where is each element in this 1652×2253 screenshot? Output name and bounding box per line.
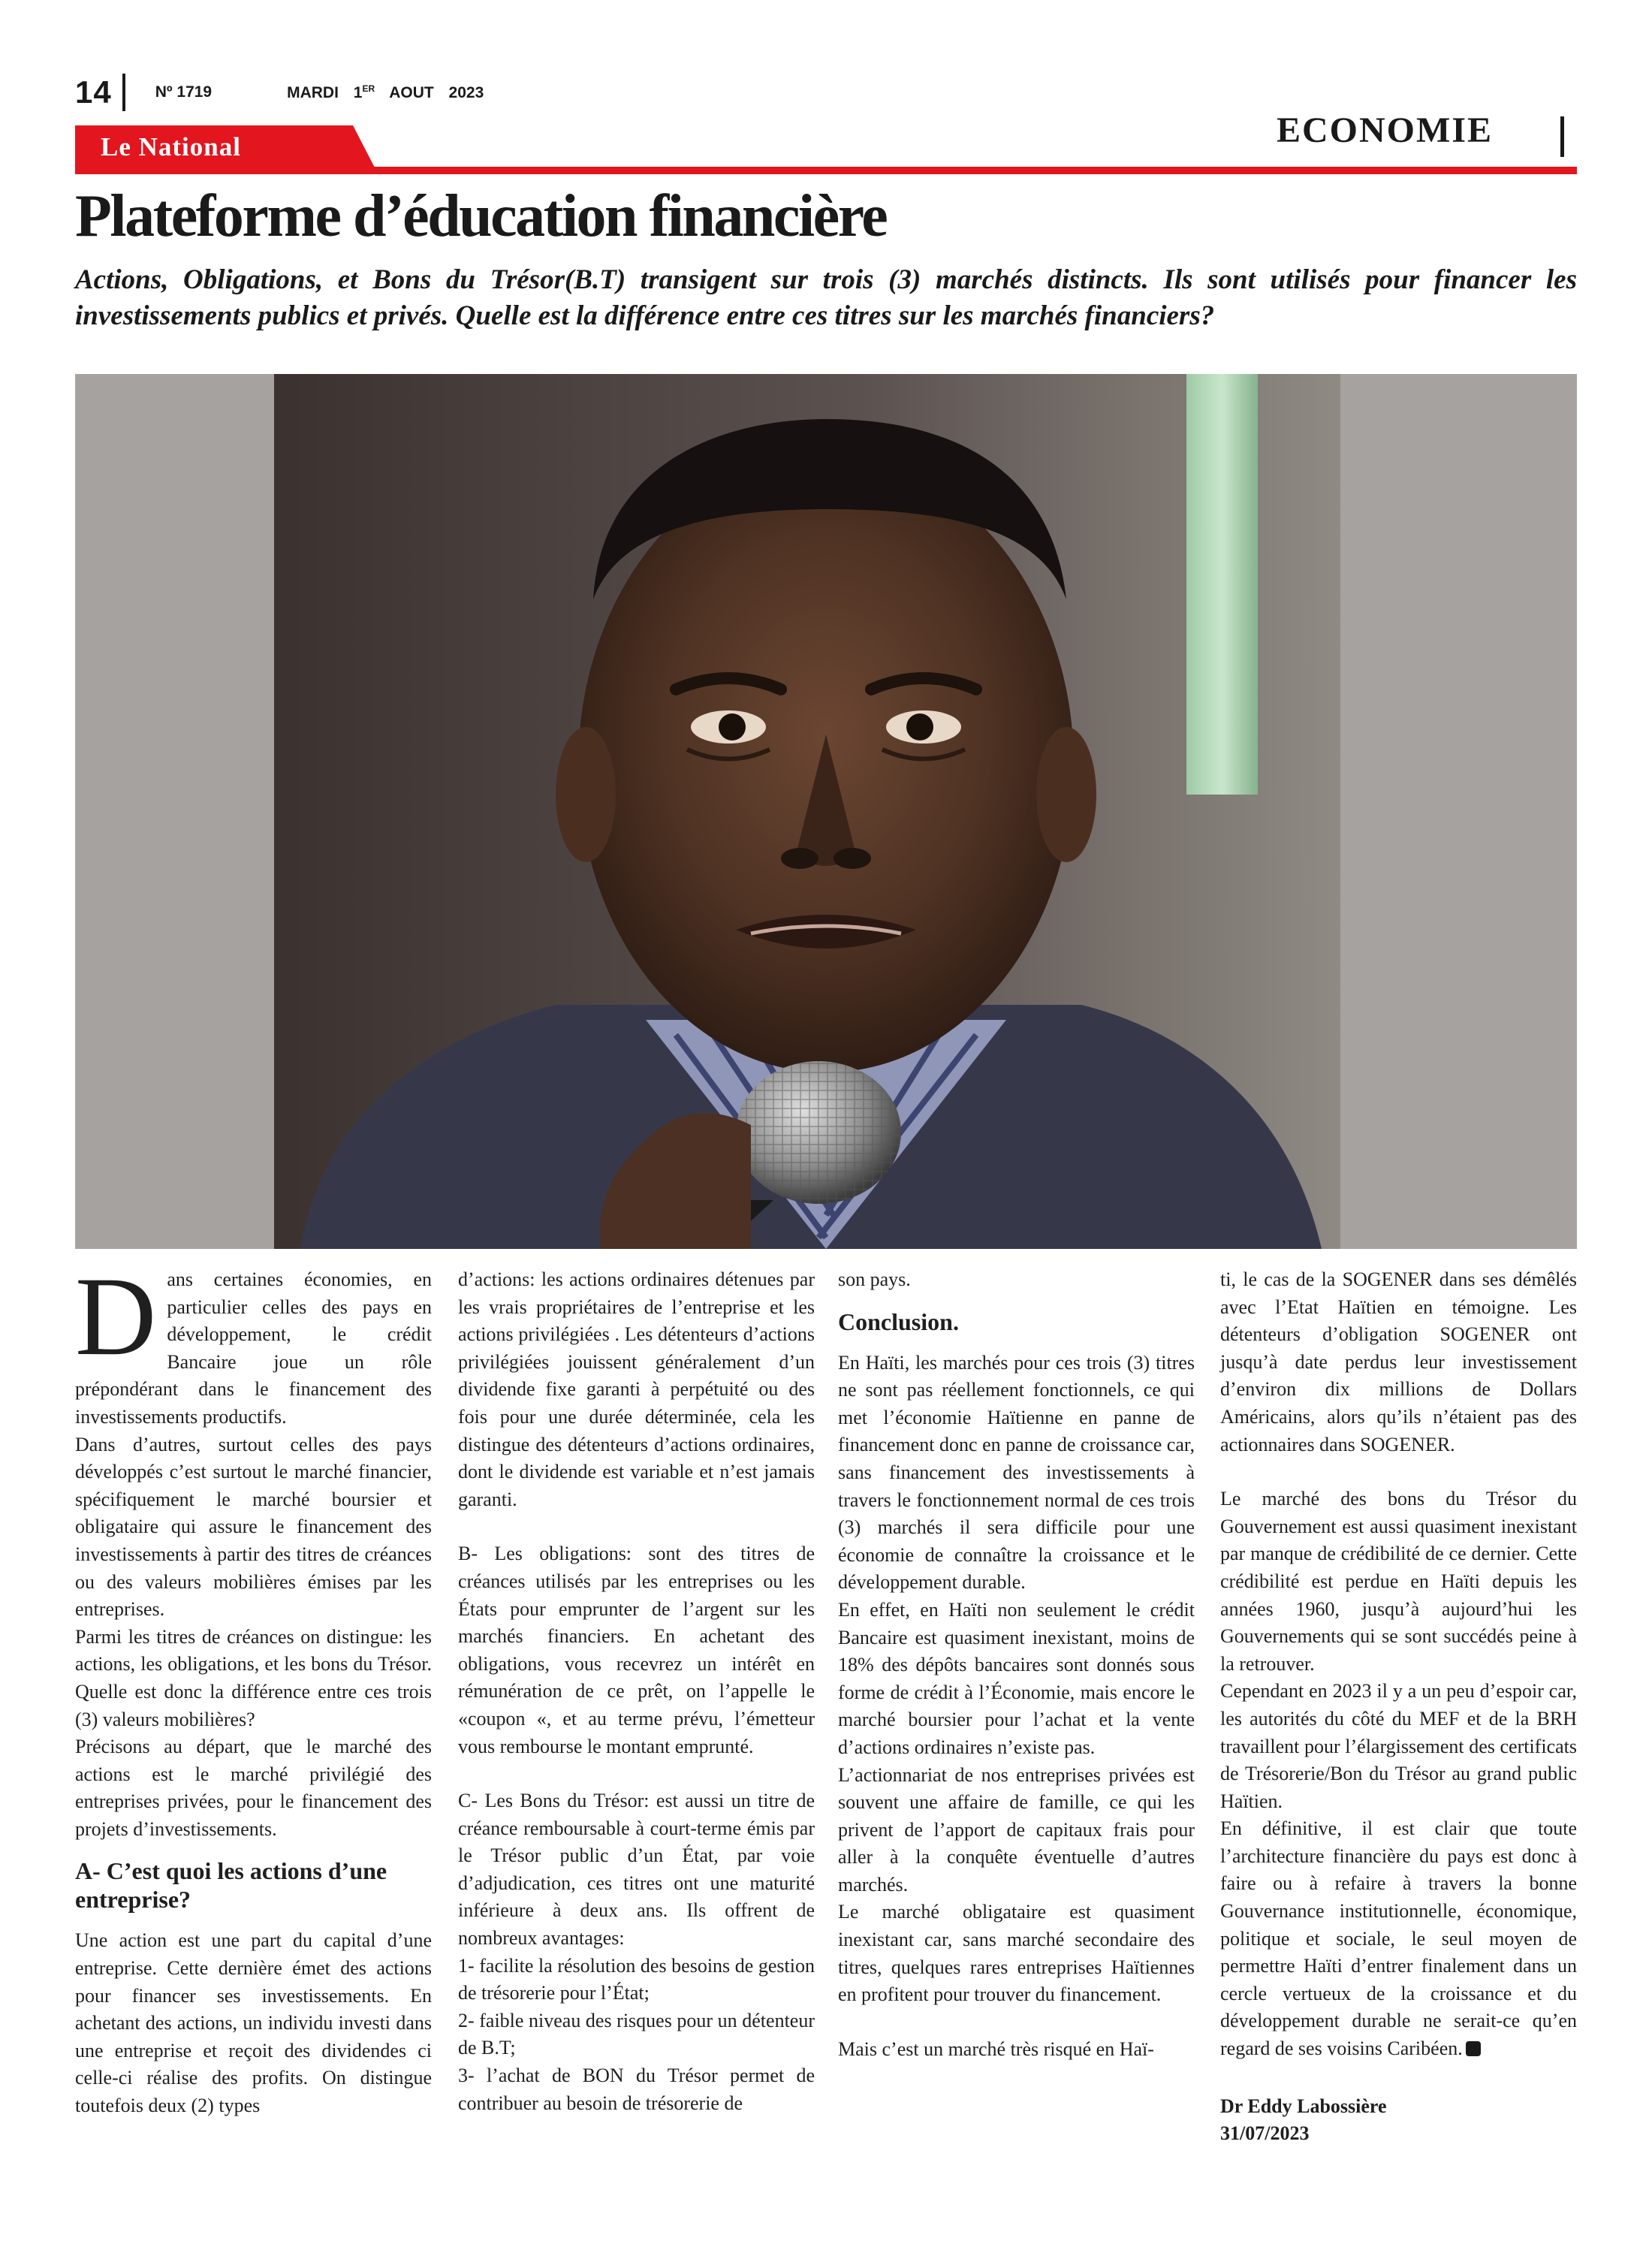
drop-cap: D (75, 1254, 157, 1379)
section-divider (1560, 116, 1564, 157)
body-paragraph: ti, le cas de la SOGENER dans ses démêlés avec l’Etat Haïtien en témoigne. Les détenteurs d’obligation SOGENER ont jusqu’à date perdus leur investissement d’environ dix millions de Dollars Américains, alors qu’ils n’étaient pas des actionnaires dans SOGENER. (1220, 1268, 1577, 1455)
body-paragraph: L’actionnariat de nos entreprises privées est souvent une affaire de famille, ce qui les privent de l’apport de capitaux frais pour aller à la conquête éventuelle d’autres marchés. (838, 1763, 1195, 1896)
portrait-illustration (75, 374, 1577, 1249)
subheading-conclusion: Conclusion. (838, 1307, 959, 1335)
date-month-year: AOUT 2023 (389, 83, 484, 101)
body-paragraph: d’actions: les actions ordinaires détenues par les vrais propriétaires de l’entreprise et les actions privilégiées . Les détenteurs d’actions privilégiées jouissent généralement d’un dividende fixe garanti à perpétuité ou des fois pour une durée déterminée, cela les distingue des détenteurs d’actions ordinaires, dont le dividende est variable et n’est jamais garanti. (458, 1268, 815, 1510)
issue-date (287, 83, 484, 102)
article-deck: Actions, Obligations, et Bons du Trésor(B.T) transigent sur trois (3) marchés distincts. Ils sont utilisés pour financer les investissements publics et privés. Quelle est la différence entre ces titres sur les marchés financiers? (75, 264, 1577, 331)
closing-paragraph (1220, 1815, 1577, 2062)
list-item: 2- faible niveau des risques pour un détenteur de B.T; (458, 2009, 815, 2059)
closing-text: En définitive, il est clair que toute l’architecture financière du pays est donc à faire ou à refaire à travers la bonne Gouvernance institutionnelle, économique, politique et sociale, le seul moyen de permettre Haïti d’entrer finalement dans un cercle vertueux de la croissance et du développement durable ne serait-ce qu’en regard de ses voisins Caribéen. (1220, 1817, 1577, 2060)
body-paragraph: Précisons au départ, que le marché des actions est le marché privilégié des entreprises privées, pour le financement des projets d’investissements. (75, 1736, 432, 1840)
date-num: 1ER (353, 83, 375, 101)
body-paragraph: Une action est une part du capital d’une entreprise. Cette dernière émet des actions pour financer ses investissements. En achetant des actions, un individu investi dans une entreprise et reçoit des dividendes ci celle-ci réalise des profits. On distingue toutefois deux (2) types (75, 1929, 432, 2117)
body-paragraph: Mais c’est un marché très risqué en Haï- (838, 2037, 1154, 2060)
page-number: 14 (75, 74, 112, 110)
body-paragraph: B- Les obligations: sont des titres de créances utilisés par les entreprises ou les États pour emprunter de l’argent sur les marchés financiers. En achetant des obligations, vous recevrez un intérêt en rémunération de ce prêt, on l’appelle le «coupon «, et au terme prévu, l’émetteur vous rembourse le montant emprunté. (458, 1543, 815, 1757)
body-paragraph: C- Les Bons du Trésor: est aussi un titre de créance remboursable à court-terme émis par le Trésor public d’un État, par voie d’adjudication, ces titres ont une maturité inférieure à deux ans. Ils offrent de nombreux avantages: (458, 1790, 815, 1950)
article-title: Plateforme d’éducation financière (75, 183, 887, 249)
brand-name: Le National (101, 132, 241, 161)
signature-date: 31/07/2023 (1220, 2122, 1310, 2144)
body-paragraph: Cependant en 2023 il y a un peu d’espoir car, les autorités du côté du MEF et de la BRH travaillent pour l’élargissement des certificats de Trésorerie/Bon du Trésor au grand public Haïtien. (1220, 1680, 1577, 1812)
body-paragraph: son pays. (838, 1268, 911, 1290)
body-paragraph: Le marché des bons du Trésor du Gouvernement est aussi quasiment inexistant par manque de crédibilité de ce dernier. Cette crédibilité est perdue en Haïti depuis les années 1960, jusqu’à aujourd’hui les Gouvernements qui se sont succédés peine à la retrouver. (1220, 1488, 1577, 1675)
article-column-4 (1220, 1266, 1577, 2147)
intro-paragraph (75, 1254, 432, 1431)
page-header (75, 71, 484, 113)
body-paragraph: Parmi les titres de créances on distingue: les actions, les obligations, et les bons du Trésor. Quelle est donc la différence entre ces trois (3) valeurs mobilières? (75, 1625, 432, 1730)
article-column-2 (458, 1266, 815, 2117)
date-day: MARDI (287, 83, 339, 101)
issue-number: Nº 1719 (155, 83, 213, 101)
article-column-3 (838, 1266, 1195, 2063)
body-paragraph: Dans d’autres, surtout celles des pays développés c’est surtout le marché financier, spécifiquement le marché boursier et obligataire qui assure le financement des investissements à partir des titres de créances ou des valeurs mobilières émises par les entreprises. (75, 1433, 432, 1621)
body-paragraph: En effet, en Haïti non seulement le crédit Bancaire est quasiment inexistant, moins de 18% des dépôts bancaires sont donnés sous forme de crédit à l’Économie, mais encore le marché boursier pour l’achat et la vente d’actions ordinaires n’existe pas. (838, 1598, 1195, 1758)
author-name: Dr Eddy Labossière (1220, 2095, 1387, 2117)
body-paragraph: Le marché obligataire est quasiment inexistant car, sans marché secondaire des titres, quelques rares entreprises Haïtiennes en profitent pour trouver du financement. (838, 1901, 1195, 2006)
body-paragraph: En Haïti, les marchés pour ces trois (3) titres ne sont pas réellement fonctionnels, ce qui met l’économie Haïtienne en panne de financement donc en panne de croissance car, sans financement des investissements à travers le fonctionnement normal de ces trois (3) marchés il sera difficile pour une économie de connaître la croissance et le développement durable. (838, 1351, 1195, 1594)
portrait-photo (75, 374, 1577, 1249)
list-item: 3- l’achat de BON du Trésor permet de contribuer au besoin de trésorerie de (458, 2064, 815, 2114)
list-item: 1- facilite la résolution des besoins de gestion de trésorerie pour l’État; (458, 1954, 815, 2004)
section-title: ECONOMIE (1277, 110, 1494, 150)
date-sup: ER (362, 83, 375, 94)
end-of-article-icon (1466, 2041, 1481, 2056)
header-divider (122, 74, 125, 111)
article-column-1 (75, 1254, 432, 2120)
intro-text: ans certaines économies, en particulier celles des pays en développement, le crédit Bancaire joue un rôle prépondérant dans le financement des investissements productifs. (75, 1268, 432, 1428)
subheading-actions: A- C’est quoi les actions d’une entreprise? (75, 1857, 387, 1914)
author-signature (1220, 2093, 1577, 2147)
